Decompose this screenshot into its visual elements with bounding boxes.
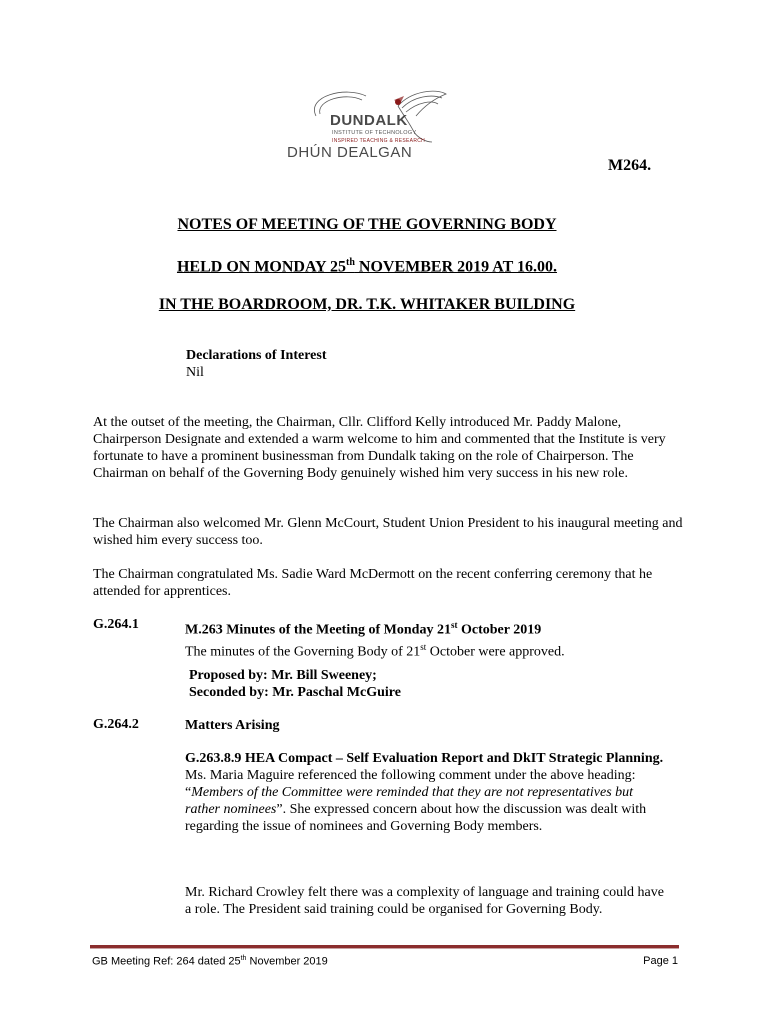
item-g264-1-title-sup: st bbox=[450, 620, 458, 630]
declarations-section bbox=[186, 347, 327, 381]
footer-reference-sup: th bbox=[240, 955, 247, 962]
heading-line-3: IN THE BOARDROOM, DR. T.K. WHITAKER BUILDING bbox=[158, 296, 576, 313]
item-g264-1-title-pre: M.263 Minutes of the Meeting of Monday 21 bbox=[185, 622, 451, 638]
item-g264-1-body-post: October were approved. bbox=[426, 644, 565, 660]
heading-line-2-pre: HELD ON MONDAY 25 bbox=[176, 258, 347, 276]
item-code-g264-2: G.264.2 bbox=[93, 717, 139, 732]
logo-name: DUNDALK bbox=[330, 112, 408, 129]
item-g264-2-quote: Members of the Committee were reminded that they are not representatives but rather nominees bbox=[185, 785, 634, 817]
footer-reference-post: November 2019 bbox=[246, 955, 328, 968]
item-g264-2-body bbox=[185, 750, 670, 835]
item-g264-1-title bbox=[185, 617, 670, 639]
page-number: Page 1 bbox=[643, 955, 678, 967]
item-g264-1-motion bbox=[189, 667, 674, 701]
item-g264-2-body-2: Mr. Richard Crowley felt there was a complexity of language and training could have a role. The President said training could be organised for Governing Body. bbox=[185, 885, 664, 917]
paragraph-intro: At the outset of the meeting, the Chairman, Cllr. Clifford Kelly introduced Mr. Paddy Malone, Chairperson Designate and extended a warm welcome to him and commented that the Institute is very fortunate to have a prominent businessman from Dundalk taking on the role of Chairperson. The Chairman on behalf of the Governing Body genuinely wished him very success in his new role. bbox=[93, 415, 666, 481]
paragraph-welcome: The Chairman also welcomed Mr. Glenn McCourt, Student Union President to his inaugural meeting and wished him every success too. bbox=[93, 516, 683, 548]
item-g264-1-body-pre: The minutes of the Governing Body of 21 bbox=[185, 644, 421, 660]
proposed-by: Proposed by: Mr. Bill Sweeney; bbox=[189, 668, 377, 683]
item-code-g264-1: G.264.1 bbox=[93, 617, 139, 632]
item-g264-1 bbox=[185, 617, 670, 660]
item-g264-2-text-post: ”. She expressed concern about how the discussion was dealt with regarding the issue of nominees and Governing Body members. bbox=[185, 802, 647, 834]
item-g264-1-body-sup: st bbox=[420, 641, 427, 652]
logo-subtitle: INSTITUTE OF TECHNOLOGY bbox=[332, 130, 417, 136]
heading-line-2-post: NOVEMBER 2019 AT 16.00. bbox=[354, 258, 558, 276]
footer-reference bbox=[92, 955, 328, 968]
item-g264-2-text-pre: Ms. Maria Maguire referenced the following comment under the above heading: “ bbox=[185, 768, 636, 800]
document-reference: M264. bbox=[608, 157, 652, 174]
seconded-by: Seconded by: Mr. Paschal McGuire bbox=[189, 685, 401, 700]
item-g264-2-subtitle: G.263.8.9 HEA Compact – Self Evaluation Report and DkIT Strategic Planning. bbox=[185, 751, 664, 766]
item-g264-2-title: Matters Arising bbox=[185, 718, 280, 733]
paragraph-congratulations: The Chairman congratulated Ms. Sadie Ward McDermott on the recent conferring ceremony that he attended for apprentices. bbox=[93, 567, 653, 599]
item-g264-1-body bbox=[185, 639, 670, 661]
item-g264-1-title-post: October 2019 bbox=[457, 622, 542, 638]
logo-tagline: INSPIRED TEACHING & RESEARCH bbox=[332, 138, 426, 144]
declarations-title: Declarations of Interest bbox=[186, 348, 327, 363]
logo-irish-name: DHÚN DEALGAN bbox=[287, 144, 413, 161]
heading-line-2-sup: th bbox=[346, 257, 355, 268]
heading-line-1: NOTES OF MEETING OF THE GOVERNING BODY bbox=[177, 216, 557, 233]
declarations-value: Nil bbox=[186, 365, 204, 380]
heading-line-2 bbox=[0, 257, 752, 276]
footer-rule bbox=[90, 945, 679, 949]
footer-reference-pre: GB Meeting Ref: 264 dated 25 bbox=[92, 955, 241, 968]
dundalk-logo bbox=[286, 86, 452, 160]
item-g264-2-text bbox=[185, 767, 670, 835]
